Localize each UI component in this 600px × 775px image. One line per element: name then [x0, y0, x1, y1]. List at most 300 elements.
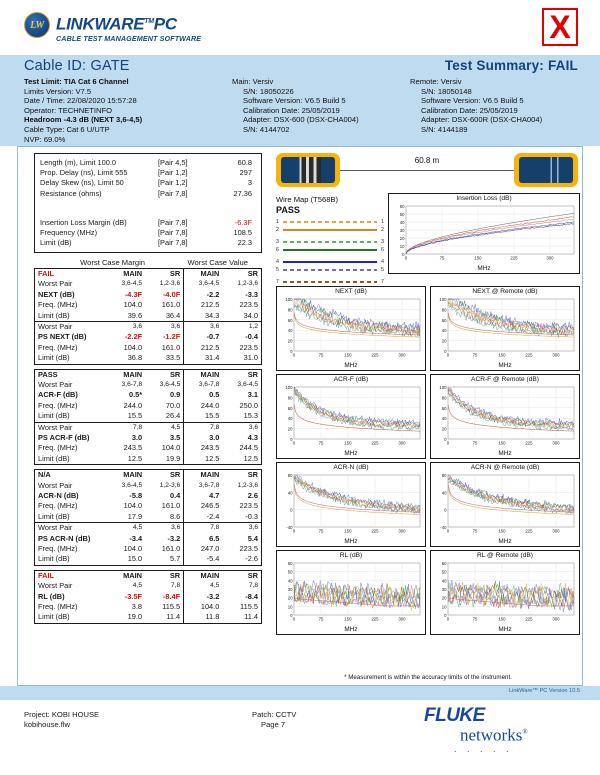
row-cell: 1,2-3,6 [159, 280, 181, 288]
result-block-header [35, 269, 261, 279]
limit-row [35, 454, 261, 464]
svg-text:40: 40 [441, 416, 447, 422]
chart-acrn-remote [430, 462, 580, 547]
plot-svg [391, 203, 577, 265]
row-cell: -1.2F [162, 332, 181, 342]
row-cell: 7,8 [184, 523, 223, 534]
row-cell: 11.4 [244, 612, 258, 622]
row-cell: 6.5 [184, 534, 223, 544]
wire-pin-left: 7 [276, 279, 279, 285]
svg-text:75: 75 [318, 352, 324, 358]
frequency-row [35, 602, 261, 612]
svg-text:75: 75 [439, 255, 445, 261]
svg-text:100: 100 [285, 297, 293, 302]
wire-map-status: PASS [276, 205, 300, 215]
chart-title: ACR-F (dB) [333, 376, 369, 383]
row-cell: 4,5 [107, 523, 146, 534]
svg-text:0: 0 [290, 349, 293, 354]
svg-text:40: 40 [441, 328, 447, 334]
svg-text:20: 20 [287, 338, 293, 344]
measurement-value: 108.5 [233, 228, 252, 238]
operator: Operator: TECHNETINFO [24, 105, 113, 115]
plot-svg [433, 560, 577, 626]
result-block [34, 369, 262, 466]
measurement-row [40, 228, 256, 238]
row-cell: 3.0 [184, 433, 223, 443]
main-sn: S/N: 18050226 [243, 86, 294, 96]
chart-plot [279, 560, 423, 626]
logo-title-line [56, 13, 201, 33]
row-label: Limit (dB) [38, 612, 70, 622]
measurement-label: Resistance (ohms) [40, 188, 102, 198]
plot-svg [279, 384, 423, 450]
row-cell: 3,6 [145, 523, 184, 534]
col-main-header: MAIN [123, 570, 143, 580]
block-status: FAIL [38, 269, 55, 278]
col-main-value-header: MAIN [184, 370, 223, 380]
row-label: Limit (dB) [38, 511, 70, 521]
svg-text:225: 225 [525, 616, 533, 622]
row-label: Worst Pair [35, 422, 107, 433]
row-cell: -2.6 [245, 554, 258, 564]
svg-text:0: 0 [292, 352, 296, 358]
chart-plot [433, 472, 577, 538]
svg-text:80: 80 [441, 473, 447, 478]
row-cell: -5.4 [184, 554, 223, 564]
worst-case-headers [34, 258, 262, 267]
footer-patch-block [252, 710, 296, 730]
row-label: Worst Pair [35, 322, 106, 333]
row-cell: 104.0 [123, 501, 143, 511]
row-cell: -3.2 [167, 533, 181, 543]
link-line [340, 170, 514, 171]
chart-title: RL (dB) [339, 552, 363, 559]
results-card [17, 146, 583, 686]
row-cell: 34.3 [184, 311, 223, 322]
measurement-pair: [Pair 7,8] [158, 217, 188, 227]
worst-case-margin-header: Worst Case Margin [80, 258, 145, 267]
wire-conductor [283, 261, 377, 263]
svg-text:40: 40 [287, 328, 293, 334]
svg-text:0: 0 [290, 613, 293, 618]
row-cell: 250.0 [239, 400, 258, 410]
svg-text:40: 40 [287, 490, 293, 496]
limits-version: Limits Version: V7.5 [24, 86, 92, 96]
wire-conductor [283, 249, 377, 251]
wire-map-pair [276, 218, 384, 226]
row-cell: -0.3 [245, 511, 258, 521]
row-cell: 8.6 [169, 511, 181, 521]
measurement-value: 3 [247, 178, 252, 188]
link-length-label: 60.8 m [414, 156, 440, 165]
row-cell: 1,2-3,6 [237, 481, 258, 489]
chart-next [276, 286, 426, 371]
block-status: N/A [38, 470, 51, 480]
row-cell: 3,6-4,5 [121, 280, 143, 288]
chart-plot [391, 203, 577, 265]
row-label: Worst Pair [35, 523, 107, 534]
row-cell: 1,2-3,6 [237, 280, 258, 288]
row-cell: 0.5 [184, 390, 223, 400]
remote-title: Remote: Versiv [410, 77, 462, 86]
chart-cell [430, 462, 580, 547]
measurement-pair: [Pair 7,8] [158, 238, 188, 248]
chart-title: ACR-N (dB) [333, 464, 369, 471]
row-label: Freq. (MHz) [38, 400, 78, 410]
row-cell: 3,6-7,8 [184, 380, 223, 390]
chart-acrn [276, 462, 426, 547]
chart-plot [279, 472, 423, 538]
row-cell: -2.2 [184, 290, 223, 300]
svg-text:0: 0 [292, 528, 296, 534]
row-cell: 15.5 [127, 411, 143, 421]
row-cell: 15.5 [184, 411, 223, 422]
row-cell: 11.8 [184, 612, 223, 622]
row-cell: 104.0 [161, 443, 181, 453]
test-limit: Test Limit: TIA Cat 6 Channel [24, 77, 129, 86]
row-label: Limit (dB) [38, 411, 70, 421]
svg-text:75: 75 [472, 616, 478, 622]
svg-text:40: 40 [441, 578, 447, 584]
main-adapter-sn: S/N: 4144702 [243, 124, 290, 134]
wire-map-pair [276, 246, 384, 254]
row-cell: 104.0 [123, 342, 143, 352]
worst-pair-row [35, 279, 261, 289]
wire-pin-left: 1 [276, 219, 279, 225]
measurement-gap [40, 199, 256, 218]
networks-text: networks [460, 725, 523, 745]
svg-text:40: 40 [399, 220, 405, 225]
svg-text:100: 100 [439, 385, 447, 390]
logo-band [0, 0, 600, 55]
wire-pin-left: 3 [276, 239, 279, 245]
metric-row [35, 332, 261, 342]
svg-text:60: 60 [399, 204, 405, 209]
svg-text:40: 40 [441, 490, 447, 496]
svg-text:80: 80 [441, 307, 447, 313]
row-cell: 4.7 [184, 491, 223, 501]
chart-xlabel: MHz [498, 626, 512, 633]
measurement-row [40, 218, 256, 228]
row-cell: 12.5 [184, 454, 223, 464]
chart-title: RL @ Remote (dB) [477, 552, 533, 559]
row-cell: -8.4F [162, 591, 181, 601]
row-cell: 247.0 [184, 544, 223, 554]
wire-conductor [283, 269, 377, 271]
row-cell: 5.4 [247, 533, 258, 543]
metric-row [35, 491, 261, 501]
result-block-header [35, 370, 261, 380]
chart-plot [433, 296, 577, 362]
row-cell: 3,6-4,5 [159, 381, 181, 388]
cable-id: Cable ID: GATE [24, 58, 130, 74]
svg-text:50: 50 [287, 569, 293, 575]
logo-wordmark [56, 13, 201, 43]
fluke-networks-logo [424, 705, 574, 754]
linkware-badge-icon [24, 12, 50, 38]
svg-text:20: 20 [441, 338, 447, 344]
row-cell: -3.3 [245, 289, 258, 299]
worst-pair-row [35, 523, 261, 534]
row-cell: 1,2-3,6 [159, 481, 181, 489]
row-label: Limit (dB) [38, 453, 70, 463]
row-cell: 5.7 [169, 554, 181, 564]
header-left-column [24, 77, 142, 144]
metric-row [35, 290, 261, 300]
logo-title2: PC [153, 14, 177, 34]
measurement-pair: [Pair 7,8] [158, 188, 188, 198]
measurement-label: Limit (dB) [40, 238, 72, 248]
svg-text:225: 225 [525, 440, 533, 446]
svg-text:10: 10 [441, 604, 447, 610]
svg-text:225: 225 [371, 616, 379, 622]
svg-text:0: 0 [292, 616, 296, 622]
col-sr-value-header: SR [247, 369, 258, 379]
row-label: PS ACR-N (dB) [38, 533, 91, 543]
row-cell: 39.6 [127, 310, 143, 320]
row-cell: 36.8 [127, 353, 143, 363]
remote-software-version: Software Version: V6.5 Build 5 [421, 96, 524, 106]
svg-text:150: 150 [498, 528, 506, 534]
header-remote-column [410, 77, 542, 135]
svg-text:225: 225 [525, 352, 533, 358]
wire-map-title: Wire Map (T568B) [276, 195, 339, 204]
chart-title: NEXT @ Remote (dB) [472, 288, 538, 295]
svg-text:225: 225 [510, 255, 518, 261]
measurement-row [40, 168, 256, 178]
headroom: Headroom -4.3 dB (NEXT 3,6-4,5) [24, 115, 143, 125]
measurement-pair: [Pair 1,2] [158, 168, 188, 178]
row-label: Freq. (MHz) [38, 300, 78, 310]
chart-row [276, 286, 580, 371]
page-footer [0, 706, 600, 766]
footer-file: kobihouse.flw [24, 720, 71, 729]
measurement-pair: [Pair 1,2] [158, 178, 188, 188]
accuracy-footnote: * Measurement is within the accuracy limits of the instrument. [344, 674, 512, 681]
cable-type: Cable Type: Cat 6 U/UTP [24, 124, 110, 134]
worst-pair-row [35, 422, 261, 433]
svg-text:0: 0 [290, 507, 293, 513]
row-cell: 244.0 [184, 401, 223, 411]
row-cell: 212.5 [184, 343, 223, 353]
chart-xlabel: MHz [344, 362, 358, 369]
row-cell: 3,6-4,5 [184, 279, 223, 289]
wire-pin-right: 4 [381, 259, 384, 265]
svg-text:300: 300 [546, 255, 554, 261]
row-cell: 17.9 [127, 511, 143, 521]
chart-row [276, 550, 580, 635]
chart-title: NEXT (dB) [335, 288, 367, 295]
wire-pin-right: 7 [381, 279, 384, 285]
footer-project: Project: KOBI HOUSE [24, 710, 100, 719]
svg-text:100: 100 [285, 385, 293, 390]
row-cell: 31.0 [243, 353, 258, 363]
svg-text:60: 60 [441, 317, 447, 323]
svg-text:0: 0 [444, 507, 447, 513]
row-cell: 3,6-4,5 [121, 481, 143, 489]
measurement-value: 60.8 [237, 158, 252, 167]
svg-text:0: 0 [444, 613, 447, 618]
remote-tester-screen [519, 157, 573, 183]
chart-title: ACR-F @ Remote (dB) [471, 376, 539, 383]
row-cell: 4,5 [132, 582, 143, 590]
svg-text:-40: -40 [286, 525, 293, 530]
row-cell: -0.4 [245, 332, 258, 342]
row-cell: 4,5 [145, 422, 184, 433]
svg-text:20: 20 [441, 595, 447, 601]
col-sr-header: SR [169, 369, 181, 379]
col-main-value-header: MAIN [184, 571, 223, 581]
measurement-row [40, 178, 256, 188]
svg-text:80: 80 [287, 307, 293, 313]
row-label: ACR-F (dB) [38, 390, 78, 400]
row-cell: 26.4 [165, 411, 181, 421]
row-cell: 3,6-7,8 [184, 481, 223, 491]
chart-row [276, 462, 580, 547]
svg-text:0: 0 [402, 252, 405, 257]
main-title: Main: Versiv [232, 77, 274, 86]
chart-acrf [276, 374, 426, 459]
row-label: RL (dB) [38, 591, 65, 601]
chart-acrf-remote [430, 374, 580, 459]
block-status: FAIL [38, 570, 55, 580]
footer-page: Page 7 [261, 720, 286, 729]
svg-text:20: 20 [441, 426, 447, 432]
svg-text:30: 30 [399, 228, 405, 233]
svg-text:30: 30 [287, 587, 293, 592]
row-cell: 104.0 [184, 602, 223, 612]
right-column [270, 147, 584, 685]
col-sr-header: SR [169, 269, 181, 278]
row-label: Worst Pair [38, 581, 73, 591]
col-main-header: MAIN [123, 269, 143, 278]
chart-next-remote [430, 286, 580, 371]
linkware-version: LinkWare™ PC Version 10.5 [509, 688, 580, 694]
svg-text:0: 0 [444, 437, 447, 442]
svg-text:80: 80 [287, 473, 293, 478]
main-adapter: Adapter: DSX-600 (DSX-CHA004) [243, 115, 359, 125]
row-cell: 2.6 [247, 491, 258, 500]
worst-pair-row [35, 380, 261, 390]
row-cell: 3,6 [184, 322, 223, 333]
test-info-header [0, 55, 600, 146]
row-cell: 7,8 [184, 422, 223, 433]
measurement-row [40, 238, 256, 248]
row-label: Freq. (MHz) [38, 342, 78, 352]
svg-text:150: 150 [498, 616, 506, 622]
row-cell: 244.0 [123, 400, 143, 410]
frequency-row [35, 300, 261, 310]
row-cell: 223.5 [239, 544, 258, 554]
wire-pin-right: 5 [381, 267, 384, 273]
measurement-pair: [Pair 4,5] [158, 158, 188, 167]
row-cell: -3.4 [129, 533, 143, 543]
frequency-row [35, 501, 261, 511]
measurement-value: 297 [239, 168, 252, 178]
limit-row [35, 411, 261, 422]
wire-pin-left: 2 [276, 227, 279, 233]
measurement-label: Delay Skew (ns), Limit 50 [40, 178, 124, 188]
row-cell: -8.4 [245, 591, 258, 601]
plot-svg [279, 472, 423, 538]
svg-text:225: 225 [371, 440, 379, 446]
chart-plot [279, 296, 423, 362]
row-label: Freq. (MHz) [38, 443, 78, 453]
frequency-row [35, 401, 261, 411]
svg-text:75: 75 [472, 352, 478, 358]
svg-text:150: 150 [498, 352, 506, 358]
svg-text:300: 300 [398, 528, 406, 534]
logo-title: LINKWARE [56, 14, 145, 34]
frequency-row [35, 343, 261, 353]
svg-text:75: 75 [318, 440, 324, 446]
wire-pin-right: 3 [381, 239, 384, 245]
row-cell: 3.0 [131, 433, 143, 443]
chart-xlabel: MHz [344, 450, 358, 457]
col-main-header: MAIN [123, 369, 143, 379]
remote-adapter-sn: S/N: 4144189 [421, 124, 468, 134]
svg-text:30: 30 [441, 587, 447, 592]
svg-text:150: 150 [344, 528, 352, 534]
row-cell: -3.2 [184, 592, 223, 602]
svg-text:20: 20 [399, 236, 405, 241]
row-cell: 15.3 [243, 411, 258, 421]
svg-text:60: 60 [287, 405, 293, 411]
svg-text:10: 10 [287, 604, 293, 610]
row-cell: 3.1 [247, 390, 258, 400]
svg-text:40: 40 [287, 578, 293, 584]
row-label: Limit (dB) [38, 554, 70, 564]
row-cell: 3,6 [222, 422, 261, 433]
chart-insertion-loss [388, 193, 580, 274]
svg-text:0: 0 [444, 349, 447, 354]
row-cell: 223.5 [239, 342, 258, 352]
row-label: ACR-N (dB) [38, 491, 79, 500]
wire-map-pair [276, 266, 384, 274]
row-cell: 223.5 [239, 501, 258, 511]
worst-pair-row [35, 581, 261, 591]
result-block-header [35, 470, 261, 480]
wire-pin-right: 1 [381, 219, 384, 225]
row-cell: 7,8 [170, 582, 181, 590]
col-sr-value-header: SR [247, 470, 258, 480]
row-cell: 161.0 [161, 501, 181, 511]
footer-project-block [24, 710, 99, 730]
row-label: Freq. (MHz) [38, 544, 78, 554]
block-status: PASS [38, 369, 58, 379]
metric-row [35, 390, 261, 400]
row-cell: 115.5 [162, 602, 181, 612]
chart-row [276, 374, 580, 459]
svg-text:0: 0 [404, 255, 408, 261]
worst-case-value-header: Worst Case Value [187, 258, 248, 267]
col-main-value-header: MAIN [184, 269, 223, 279]
remote-calibration-date: Calibration Date: 25/05/2019 [421, 105, 518, 115]
row-cell: 115.5 [240, 602, 258, 612]
svg-text:75: 75 [318, 616, 324, 622]
svg-text:80: 80 [441, 395, 447, 401]
logo-subtitle: CABLE TEST MANAGEMENT SOFTWARE [56, 33, 202, 43]
col-sr-header: SR [169, 570, 181, 580]
footer-patch: Patch: CCTV [252, 710, 297, 719]
row-cell: 104.0 [123, 300, 143, 310]
svg-text:50: 50 [441, 569, 447, 575]
chart-matrix [276, 283, 580, 635]
chart-rl-remote [430, 550, 580, 635]
row-cell: 3,6 [106, 322, 145, 333]
row-cell: -4.0F [162, 289, 181, 299]
wire-conductor [283, 229, 377, 231]
